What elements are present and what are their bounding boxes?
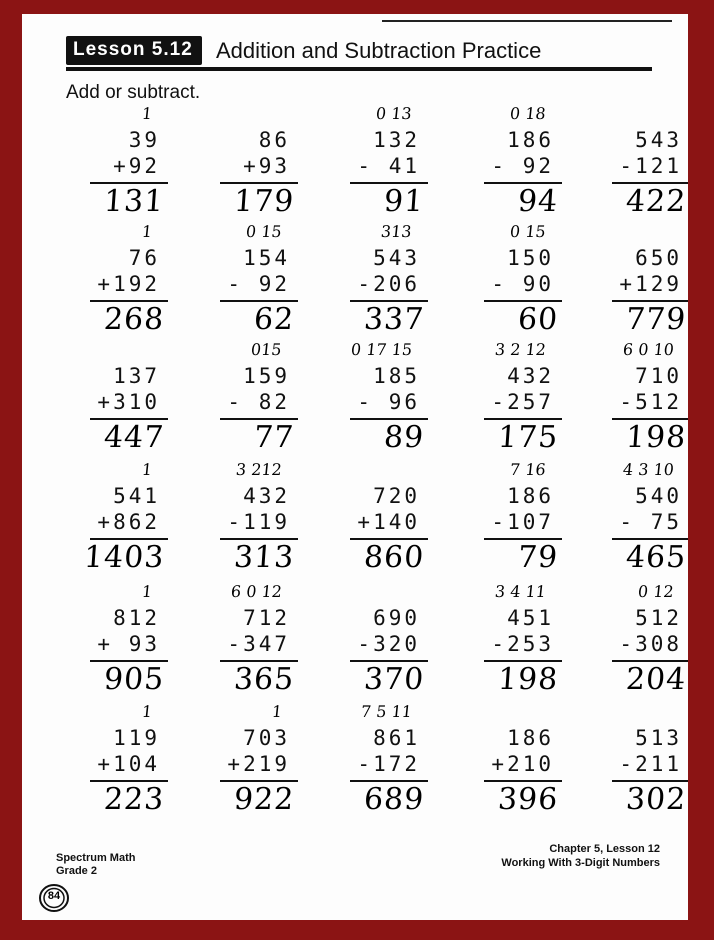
handwritten-answer[interactable]: 94 — [516, 184, 560, 219]
handwritten-answer[interactable]: 131 — [102, 184, 166, 219]
top-number: 186 — [507, 128, 554, 152]
problem-12 — [204, 340, 304, 460]
handwritten-answer[interactable]: 60 — [516, 302, 560, 337]
bottom-number: -257 — [491, 390, 554, 414]
problem-27 — [204, 702, 304, 822]
handwritten-answer[interactable]: 313 — [232, 540, 296, 575]
top-number: 703 — [243, 726, 290, 750]
bottom-number: - 41 — [357, 154, 420, 178]
problem-2 — [204, 114, 304, 224]
top-number: 39 — [128, 128, 160, 152]
page-title: Addition and Subtraction Practice — [216, 38, 542, 63]
handwritten-answer[interactable]: 922 — [232, 782, 296, 817]
bottom-number: -206 — [357, 272, 420, 296]
top-number: 540 — [635, 484, 682, 508]
problem-21 — [74, 582, 174, 702]
carry-marks: 1 — [140, 582, 153, 601]
bottom-number: -172 — [357, 752, 420, 776]
problem-29 — [468, 712, 568, 822]
page-number — [38, 882, 70, 914]
handwritten-answer[interactable]: 370 — [362, 662, 426, 697]
carry-marks: 313 — [380, 222, 413, 241]
carry-marks: 7 16 — [509, 460, 547, 479]
bottom-number: -253 — [491, 632, 554, 656]
bottom-number: +93 — [243, 154, 290, 178]
top-number: 154 — [243, 246, 290, 270]
handwritten-answer[interactable]: 198 — [624, 420, 688, 455]
problem-11 — [74, 350, 174, 460]
carry-marks: 6 0 12 — [230, 582, 283, 601]
handwritten-answer[interactable]: 365 — [232, 662, 296, 697]
handwritten-answer[interactable]: 447 — [102, 420, 166, 455]
problem-5 — [596, 114, 688, 224]
carry-marks: 3 2 12 — [494, 340, 547, 359]
bottom-number: +140 — [357, 510, 420, 534]
problem-24 — [468, 582, 568, 702]
problem-3 — [334, 104, 434, 224]
footer-book-info — [56, 852, 135, 878]
handwritten-answer[interactable]: 337 — [362, 302, 426, 337]
top-number: 861 — [373, 726, 420, 750]
carry-marks: 0 18 — [509, 104, 547, 123]
bottom-number: +129 — [619, 272, 682, 296]
top-number: 185 — [373, 364, 420, 388]
carry-marks: 1 — [140, 222, 153, 241]
problem-20 — [596, 460, 688, 580]
carry-marks: 3 212 — [235, 460, 283, 479]
carry-marks: 0 12 — [637, 582, 675, 601]
handwritten-answer[interactable]: 1403 — [82, 540, 166, 575]
top-number: 76 — [128, 246, 160, 270]
chapter-label: Chapter 5, Lesson 12 — [549, 843, 660, 855]
top-number: 812 — [113, 606, 160, 630]
carry-marks: 0 15 — [509, 222, 547, 241]
handwritten-answer[interactable]: 396 — [496, 782, 560, 817]
grade-label: Grade 2 — [56, 865, 97, 877]
worksheet-page — [22, 14, 688, 920]
bottom-number: -512 — [619, 390, 682, 414]
carry-marks: 1 — [140, 460, 153, 479]
bottom-number: -107 — [491, 510, 554, 534]
top-number: 710 — [635, 364, 682, 388]
top-number: 650 — [635, 246, 682, 270]
top-number: 432 — [507, 364, 554, 388]
top-number: 186 — [507, 484, 554, 508]
top-edge-line — [382, 20, 672, 22]
problem-28 — [334, 702, 434, 822]
handwritten-answer[interactable]: 905 — [102, 662, 166, 697]
handwritten-answer[interactable]: 302 — [624, 782, 688, 817]
carry-marks: 0 17 15 — [349, 340, 413, 359]
problem-13 — [334, 340, 434, 460]
handwritten-answer[interactable]: 91 — [382, 184, 426, 219]
top-number: 86 — [258, 128, 290, 152]
problem-10 — [596, 232, 688, 342]
top-number: 690 — [373, 606, 420, 630]
handwritten-answer[interactable]: 223 — [102, 782, 166, 817]
handwritten-answer[interactable]: 779 — [624, 302, 688, 337]
top-number: 137 — [113, 364, 160, 388]
carry-marks: 015 — [250, 340, 283, 359]
problem-25 — [596, 582, 688, 702]
book-title: Spectrum Math — [56, 852, 136, 864]
bottom-number: -308 — [619, 632, 682, 656]
handwritten-answer[interactable]: 268 — [102, 302, 166, 337]
problem-23 — [334, 592, 434, 702]
bottom-number: +862 — [97, 510, 160, 534]
bottom-number: + 93 — [97, 632, 160, 656]
handwritten-answer[interactable]: 77 — [252, 420, 296, 455]
carry-marks: 0 15 — [245, 222, 283, 241]
handwritten-answer[interactable]: 198 — [496, 662, 560, 697]
page-number-text: 84 — [47, 890, 61, 902]
problem-14 — [468, 340, 568, 460]
bottom-number: +92 — [113, 154, 160, 178]
bottom-number: -121 — [619, 154, 682, 178]
top-number: 720 — [373, 484, 420, 508]
problem-18 — [334, 470, 434, 580]
problem-22 — [204, 582, 304, 702]
handwritten-answer[interactable]: 860 — [362, 540, 426, 575]
top-number: 451 — [507, 606, 554, 630]
problem-17 — [204, 460, 304, 580]
problem-19 — [468, 460, 568, 580]
top-number: 159 — [243, 364, 290, 388]
handwritten-answer[interactable]: 179 — [232, 184, 296, 219]
bottom-number: -320 — [357, 632, 420, 656]
bottom-number: +219 — [227, 752, 290, 776]
problem-6 — [74, 222, 174, 342]
lesson-badge: Lesson 5.12 — [66, 36, 202, 65]
bottom-number: - 92 — [491, 154, 554, 178]
problem-30 — [596, 712, 688, 822]
bottom-number: -211 — [619, 752, 682, 776]
carry-marks: 3 4 11 — [494, 582, 547, 601]
footer-chapter-info — [501, 842, 660, 870]
top-number: 186 — [507, 726, 554, 750]
chapter-topic: Working With 3-Digit Numbers — [501, 857, 660, 869]
problem-26 — [74, 702, 174, 822]
top-number: 119 — [113, 726, 160, 750]
top-number: 512 — [635, 606, 682, 630]
top-number: 513 — [635, 726, 682, 750]
problem-8 — [334, 222, 434, 342]
bottom-number: - 90 — [491, 272, 554, 296]
carry-marks: 6 0 10 — [622, 340, 675, 359]
bottom-number: - 92 — [227, 272, 290, 296]
bottom-number: +192 — [97, 272, 160, 296]
carry-marks: 0 13 — [375, 104, 413, 123]
carry-marks: 4 3 10 — [622, 460, 675, 479]
handwritten-answer[interactable]: 204 — [624, 662, 688, 697]
instruction-text: Add or subtract. — [66, 82, 201, 103]
carry-marks: 7 5 11 — [360, 702, 413, 721]
problem-9 — [468, 222, 568, 342]
bottom-number: -119 — [227, 510, 290, 534]
top-number: 543 — [373, 246, 420, 270]
bottom-number: - 75 — [619, 510, 682, 534]
carry-marks: 1 — [140, 104, 153, 123]
handwritten-answer[interactable]: 62 — [252, 302, 296, 337]
handwritten-answer[interactable]: 422 — [624, 184, 688, 219]
handwritten-answer[interactable]: 689 — [362, 782, 426, 817]
top-number: 712 — [243, 606, 290, 630]
top-number: 543 — [635, 128, 682, 152]
top-number: 541 — [113, 484, 160, 508]
problem-15 — [596, 340, 688, 460]
bottom-number: +104 — [97, 752, 160, 776]
problem-1 — [74, 104, 174, 224]
carry-marks: 1 — [270, 702, 283, 721]
bottom-number: - 82 — [227, 390, 290, 414]
carry-marks: 1 — [140, 702, 153, 721]
top-number: 150 — [507, 246, 554, 270]
bottom-number: +210 — [491, 752, 554, 776]
handwritten-answer[interactable]: 175 — [496, 420, 560, 455]
top-number: 432 — [243, 484, 290, 508]
problem-4 — [468, 104, 568, 224]
handwritten-answer[interactable]: 79 — [516, 540, 560, 575]
title-divider — [66, 67, 652, 71]
top-number: 132 — [373, 128, 420, 152]
bottom-number: -347 — [227, 632, 290, 656]
problem-7 — [204, 222, 304, 342]
handwritten-answer[interactable]: 465 — [624, 540, 688, 575]
handwritten-answer[interactable]: 89 — [382, 420, 426, 455]
bottom-number: - 96 — [357, 390, 420, 414]
bottom-number: +310 — [97, 390, 160, 414]
problem-16 — [74, 460, 174, 580]
